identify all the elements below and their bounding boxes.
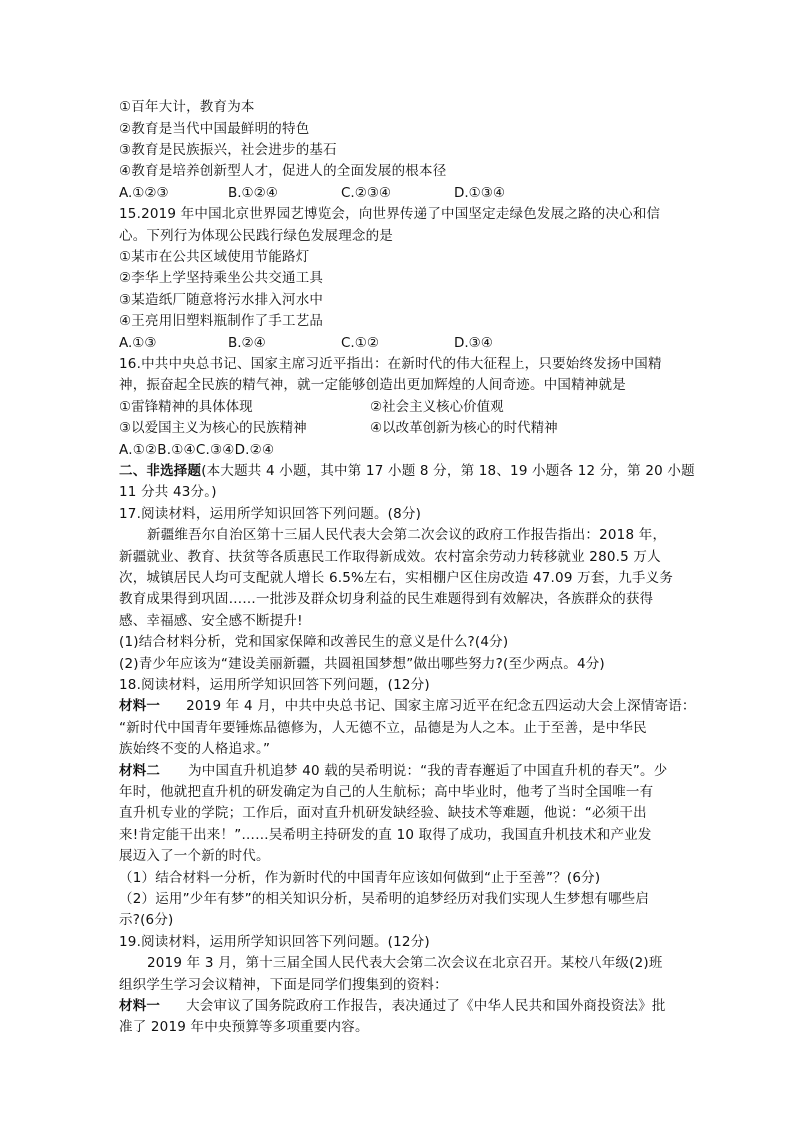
- q14-statement-1: ①百年大计，教育为本: [119, 99, 255, 115]
- section2-desc-line-2: 11 分共 43分。): [119, 484, 217, 500]
- q17-material-line-2: 新疆就业、教育、扶贫等各质惠民工作取得新成效。农村富余劳动力转移就业 280.5 万人: [119, 549, 661, 565]
- q19-material-1-label: 材料一: [119, 998, 161, 1014]
- q15-option-c: C.①②: [341, 335, 379, 351]
- q17-heading: 17.阅读材料，运用所学知识回答下列问题。(8分): [119, 506, 422, 522]
- q18-material-2-line-1: [119, 761, 667, 781]
- q16-options: A.①②B.①④C.③④D.②④: [119, 442, 275, 458]
- section2-desc: (本大题共 4 小题，其中第 17 小题 8 分，第 18、19 小题各 12 分，第 20 小题: [201, 463, 695, 479]
- q18-material-1-line-2: “新时代中国青年要锤炼品德修为，人无德不立，品德是为人之本。止于至善，是中华民: [119, 720, 647, 736]
- q18-material-2-label: 材料二: [119, 763, 161, 779]
- q19-intro-line-1: 2019 年 3 月，第十三届全国人民代表大会第二次会议在北京召开。某校八年级(2)班: [147, 955, 663, 971]
- q14-option-a: A.①②③: [119, 185, 169, 201]
- q19-heading: 19.阅读材料，运用所学知识回答下列问题。(12分): [119, 934, 430, 950]
- q17-material-line-5: 感、幸福感、安全感不断提升!: [119, 613, 303, 629]
- q15-statement-4: ④王亮用旧塑料瓶制作了手工艺品: [119, 313, 324, 329]
- q14-statement-3: ③教育是民族振兴，社会进步的基石: [119, 142, 337, 158]
- section2-heading: [119, 461, 695, 481]
- q17-question-1: (1)结合材料分析，党和国家保障和改善民生的意义是什么?(4分): [119, 634, 509, 650]
- q16-statement-1: ①雷锋精神的具体体现: [119, 399, 253, 415]
- q18-material-1-label: 材料一: [119, 698, 161, 714]
- q19-material-1-text: 大会审议了国务院政府工作报告，表决通过了《中华人民共和国外商投资法》批: [186, 998, 666, 1014]
- q18-material-2-line-4: 来!肯定能干出来！”……吴希明主持研发的直 10 取得了成功，我国直升机技术和产业发: [119, 827, 652, 843]
- q18-material-1-line-3: 族始终不变的人格追求。”: [119, 741, 271, 757]
- q15-option-a: A.①③: [119, 335, 157, 351]
- q17-material-line-1: 新疆维吾尔自治区第十三届人民代表大会第二次会议的政府工作报告指出：2018 年，: [147, 527, 667, 543]
- q16-statement-4: ④以改革创新为核心的时代精神: [370, 420, 558, 436]
- q19-material-1-line-1: [119, 996, 666, 1016]
- q15-stem-line-1: 15.2019 年中国北京世界园艺博览会，向世界传递了中国坚定走绿色发展之路的决心和信: [119, 206, 661, 222]
- q15-option-b: B.②④: [228, 335, 266, 351]
- q18-material-2-line-3: 直升机专业的学院；工作后，面对直升机研发缺经验、缺技术等难题，他说：“必须干出: [119, 805, 647, 821]
- q19-material-1-line-2: 准了 2019 年中央预算等多项重要内容。: [119, 1019, 369, 1035]
- q18-material-1-text: 2019 年 4 月，中共中央总书记、国家主席习近平在纪念五四运动大会上深情寄语：: [186, 698, 696, 714]
- section2-title: 二、非选择题: [119, 463, 202, 479]
- q15-statement-1: ①某市在公共区域使用节能路灯: [119, 249, 310, 265]
- q17-material-line-4: 教育成果得到巩固……一批涉及群众切身利益的民生难题得到有效解决，各族群众的获得: [119, 591, 654, 607]
- q14-option-c: C.②③④: [341, 185, 392, 201]
- q14-statement-4: ④教育是培养创新型人才，促进人的全面发展的根本径: [119, 163, 447, 179]
- q18-material-2-line-5: 展迈入了一个新的时代。: [119, 848, 270, 864]
- q16-statement-3: ③以爱国主义为核心的民族精神: [119, 420, 307, 436]
- q18-question-1: （1）结合材料一分析，作为新时代的中国青年应该如何做到“止于至善”？(6分): [119, 870, 601, 886]
- q18-question-2-line-2: 示?(6分): [119, 912, 174, 928]
- q19-intro-line-2: 组织学生学习会议精神，下面是同学们搜集到的资料：: [119, 977, 448, 993]
- q14-statement-2: ②教育是当代中国最鲜明的特色: [119, 121, 310, 137]
- q15-statement-2: ②李华上学坚持乘坐公共交通工具: [119, 270, 324, 286]
- q18-question-2-line-1: （2）运用”少年有梦”的相关知识分析，吴希明的追梦经历对我们实现人生梦想有哪些启: [119, 891, 650, 907]
- q14-option-d: D.①③④: [454, 185, 505, 201]
- q18-heading: 18.阅读材料，运用所学知识回答下列问题，(12分): [119, 677, 430, 693]
- q18-material-2-text: 为中国直升机追梦 40 载的吴希明说：“我的青春邂逅了中国直升机的春天”。少: [188, 763, 668, 779]
- q16-statement-2: ②社会主义核心价值观: [370, 399, 504, 415]
- q15-stem-line-2: 心。下列行为体现公民践行绿色发展理念的是: [119, 228, 393, 244]
- q14-option-b: B.①②④: [228, 185, 278, 201]
- q18-material-2-line-2: 年时，他就把直升机的研发确定为自己的人生航标；高中毕业时，他考了当时全国唯一有: [119, 784, 654, 800]
- q16-stem-line-1: 16.中共中央总书记、国家主席习近平指出：在新时代的伟大征程上，只要始终发扬中国精: [119, 356, 662, 372]
- q16-stem-line-2: 神，振奋起全民族的精气神，就一定能够创造出更加辉煌的人间奇迹。中国精神就是: [119, 377, 626, 393]
- q17-material-line-3: 次，城镇居民人均可支配就人增长 6.5%左右，实相棚户区住房改造 47.09 万套，九手义务: [119, 570, 674, 586]
- q15-statement-3: ③某造纸厂随意将污水排入河水中: [119, 292, 324, 308]
- q18-material-1-line-1: [119, 696, 696, 716]
- q15-option-d: D.③④: [454, 335, 493, 351]
- q17-question-2: (2)青少年应该为“建设美丽新疆，共圆祖国梦想”做出哪些努力?(至少两点。4分): [119, 656, 605, 672]
